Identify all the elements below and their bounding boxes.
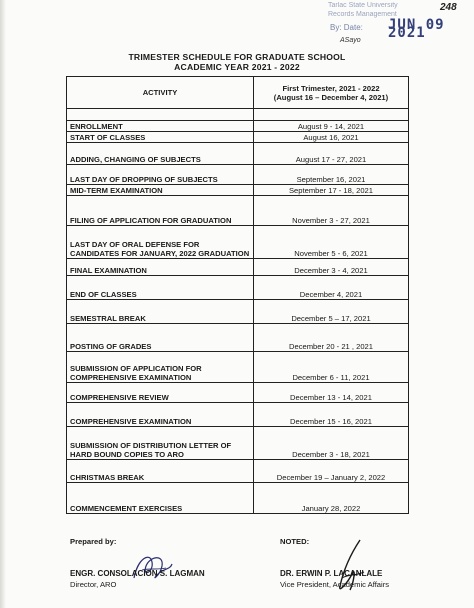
date-cell: December 3 - 18, 2021 [254,427,409,460]
header-activity: ACTIVITY [67,77,254,109]
activity-cell: LAST DAY OF DROPPING OF SUBJECTS [67,165,254,185]
stamp-initials: ASayo [340,37,361,44]
table-row [67,276,409,300]
activity-cell: START OF CLASSES [67,132,254,143]
date-cell: August 16, 2021 [254,132,409,143]
activity-cell: LAST DAY OF ORAL DEFENSE FOR CANDIDATES FOR JANUARY, 2022 GRADUATION [67,226,254,259]
preparer-title: Director, ARO [70,580,117,589]
document-title: TRIMESTER SCHEDULE FOR GRADUATE SCHOOL [128,52,346,62]
date-cell: September 16, 2021 [254,165,409,185]
table-row [67,132,409,143]
activity-cell: POSTING OF GRADES [67,324,254,352]
noter-name: DR. ERWIN P. LACANLALE [280,569,383,578]
prepared-by-label: Prepared by: [70,537,117,546]
preparer-signature-icon [128,548,178,588]
table-row [67,226,409,259]
table-row [67,460,409,483]
noted-label: NOTED: [280,537,310,546]
table-row [67,259,409,276]
noter-signature-icon [330,538,370,598]
noter-title: Vice President, Academic Affairs [280,580,390,589]
date-cell: December 13 - 14, 2021 [254,383,409,403]
activity-cell: SEMESTRAL BREAK [67,300,254,324]
table-row [67,196,409,226]
stamp-number: 248 [440,2,457,13]
stamp-by-line: By: Date: [330,23,363,32]
date-cell: December 6 - 11, 2021 [254,352,409,383]
activity-cell: CHRISTMAS BREAK [67,460,254,483]
activity-cell: COMMENCEMENT EXERCISES [67,483,254,514]
table-row [67,324,409,352]
preparer-name: ENGR. CONSOLACION S. LAGMAN [70,569,205,578]
date-cell: November 3 - 27, 2021 [254,196,409,226]
stamp-line: Tarlac State University [328,2,398,9]
table-row [67,165,409,185]
date-cell: September 17 - 18, 2021 [254,185,409,196]
activity-cell: COMPREHENSIVE REVIEW [67,383,254,403]
stamp-date: JUN 09 2021 [388,17,445,41]
stamp-line: Records Management [328,11,397,18]
table-row [67,403,409,427]
document-subtitle: ACADEMIC YEAR 2021 - 2022 [174,62,300,72]
activity-cell: COMPREHENSIVE EXAMINATION [67,403,254,427]
activity-cell: FINAL EXAMINATION [67,259,254,276]
table-spacer-row [67,109,409,121]
header-term-line1: First Trimester, 2021 - 2022 [282,83,380,93]
table-row [67,300,409,324]
activity-cell: ENROLLMENT [67,121,254,132]
activity-cell: ADDING, CHANGING OF SUBJECTS [67,143,254,165]
table-row [67,121,409,132]
activity-cell: END OF CLASSES [67,276,254,300]
date-cell: December 4, 2021 [254,276,409,300]
date-cell: December 3 - 4, 2021 [254,259,409,276]
table-header-row [67,77,409,109]
table-row [67,483,409,514]
date-cell: January 28, 2022 [254,483,409,514]
date-cell: December 20 - 21 , 2021 [254,324,409,352]
date-cell: August 17 - 27, 2021 [254,143,409,165]
date-cell: December 15 - 16, 2021 [254,403,409,427]
scan-edge [0,0,6,608]
table-row [67,185,409,196]
activity-cell: MID-TERM EXAMINATION [67,185,254,196]
table-row [67,352,409,383]
activity-cell: SUBMISSION OF DISTRIBUTION LETTER OF HARD BOUND COPIES TO ARO [67,427,254,460]
table-row [67,383,409,403]
header-term [254,77,409,109]
table-row [67,143,409,165]
date-cell: December 5 – 17, 2021 [254,300,409,324]
header-term-line2: (August 16 – December 4, 2021) [273,92,389,102]
table-row [67,427,409,460]
activity-cell: SUBMISSION OF APPLICATION FOR COMPREHENSIVE EXAMINATION [67,352,254,383]
received-stamp [322,0,462,44]
activity-cell: FILING OF APPLICATION FOR GRADUATION [67,196,254,226]
date-cell: December 19 – January 2, 2022 [254,460,409,483]
schedule-table [66,76,409,514]
date-cell: November 5 - 6, 2021 [254,226,409,259]
date-cell: August 9 - 14, 2021 [254,121,409,132]
